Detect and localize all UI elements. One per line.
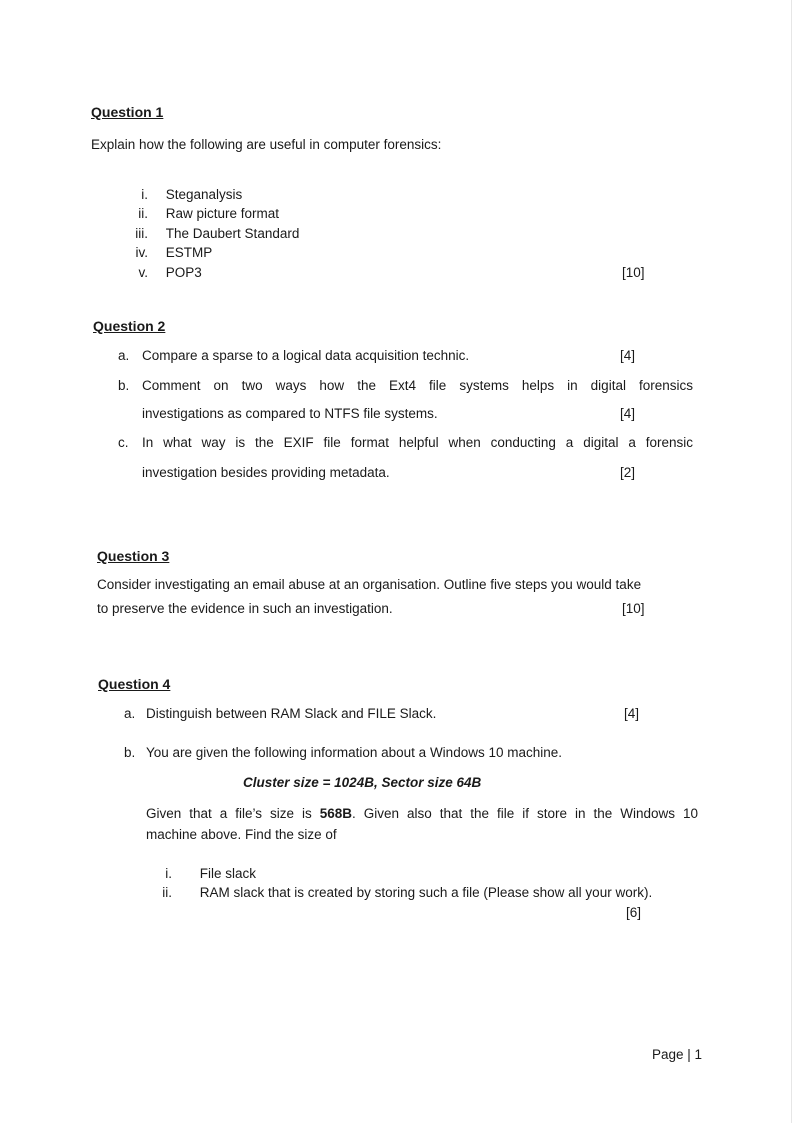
- question-2-heading: Question 2: [93, 318, 166, 334]
- question-3-heading: Question 3: [97, 548, 170, 564]
- list-number: ii.: [162, 885, 172, 900]
- file-size-value: 568B: [319, 806, 353, 821]
- question-4a-text: Distinguish between RAM Slack and FILE Slack.: [146, 706, 437, 721]
- question-3-line2: to preserve the evidence in such an investigation.: [97, 601, 393, 616]
- list-item: [112, 265, 202, 280]
- question-2a-label: a.: [118, 348, 130, 363]
- question-4b-given-line2: machine above. Find the size of: [146, 827, 337, 842]
- list-number: iii.: [135, 226, 148, 241]
- question-2b-label: b.: [118, 378, 130, 393]
- page-edge: [791, 0, 792, 1123]
- list-text: RAM slack that is created by storing such a file (Please show all your work).: [199, 885, 653, 900]
- question-2c-label: c.: [118, 435, 129, 450]
- list-item: [112, 206, 279, 221]
- list-number: ii.: [138, 206, 148, 221]
- question-4b-given-line1: [146, 806, 698, 821]
- question-4a-marks: [4]: [624, 706, 640, 721]
- list-item: [150, 885, 652, 900]
- list-number: i.: [141, 187, 148, 202]
- list-item: [112, 187, 242, 202]
- question-4b-label: b.: [124, 745, 136, 760]
- list-text: ESTMP: [165, 245, 213, 260]
- question-4b-text: You are given the following information about a Windows 10 machine.: [146, 745, 563, 760]
- page-number: Page | 1: [652, 1047, 703, 1062]
- question-1-marks: [10]: [622, 265, 645, 280]
- question-2c-marks: [2]: [620, 465, 636, 480]
- list-item: [150, 866, 256, 881]
- question-4-heading: Question 4: [98, 676, 171, 692]
- question-2b-line1: Comment on two ways how the Ext4 file systems helps in digital forensics: [142, 378, 693, 393]
- list-text: POP3: [165, 265, 202, 280]
- given-text: Given that a file’s size is: [146, 806, 320, 821]
- question-2a-text: Compare a sparse to a logical data acquisition technic.: [142, 348, 470, 363]
- list-item: [112, 245, 212, 260]
- question-4a-label: a.: [124, 706, 136, 721]
- question-2b-marks: [4]: [620, 406, 636, 421]
- list-text: Raw picture format: [165, 206, 280, 221]
- question-1-intro: Explain how the following are useful in computer forensics:: [91, 137, 442, 152]
- list-text: Steganalysis: [165, 187, 243, 202]
- list-text: File slack: [199, 866, 257, 881]
- given-text: . Given also that the file if store in the Windows 10: [352, 806, 698, 821]
- question-1-heading: Question 1: [91, 104, 164, 120]
- list-item: [112, 226, 299, 241]
- question-2c-line2: investigation besides providing metadata.: [142, 465, 390, 480]
- list-text: The Daubert Standard: [165, 226, 300, 241]
- question-3-marks: [10]: [622, 601, 645, 616]
- list-number: iv.: [135, 245, 148, 260]
- question-2b-line2: investigations as compared to NTFS file systems.: [142, 406, 438, 421]
- question-2c-line1: In what way is the EXIF file format helpful when conducting a digital a forensic: [142, 435, 693, 450]
- list-number: i.: [165, 866, 172, 881]
- list-number: v.: [138, 265, 148, 280]
- question-3-line1: Consider investigating an email abuse at an organisation. Outline five steps you would take: [97, 577, 642, 592]
- question-2a-marks: [4]: [620, 348, 636, 363]
- formula-line: Cluster size = 1024B, Sector size 64B: [243, 775, 482, 790]
- question-4b-marks: [6]: [626, 905, 642, 920]
